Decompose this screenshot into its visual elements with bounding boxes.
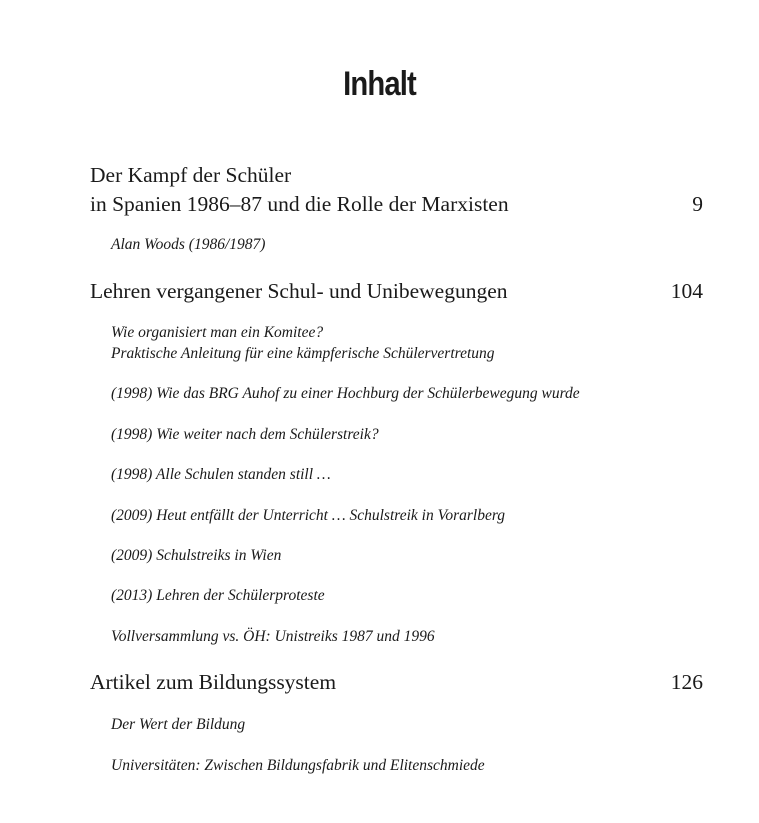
toc-subentry-line: Der Wert der Bildung xyxy=(111,716,246,733)
toc-subentry[interactable] xyxy=(111,322,495,364)
toc-subentry-line: (2009) Heut entfällt der Unterricht … Schulstreik in Vorarlberg xyxy=(111,507,506,524)
toc-section-heading[interactable] xyxy=(90,277,703,306)
toc-subentry-line: Wie organisiert man ein Komitee? xyxy=(111,324,324,341)
toc-section-title-line: Lehren vergangener Schul- und Unibewegungen xyxy=(90,279,508,303)
toc-subentry[interactable] xyxy=(111,626,435,647)
toc-subentry[interactable] xyxy=(111,383,580,404)
page-title: Inhalt xyxy=(343,64,416,103)
toc-subentry[interactable] xyxy=(111,505,505,526)
toc-subentry[interactable] xyxy=(111,585,325,606)
toc-section-title-line: in Spanien 1986–87 und die Rolle der Marxisten xyxy=(90,192,509,216)
toc-page-number: 9 xyxy=(692,192,703,216)
toc-subentry[interactable] xyxy=(111,464,331,485)
toc-subentry[interactable] xyxy=(111,714,245,735)
toc-section-heading[interactable] xyxy=(90,668,703,697)
toc-subentry-line: (1998) Alle Schulen standen still … xyxy=(111,466,331,483)
toc-subentry-line: (1998) Wie das BRG Auhof zu einer Hochburg der Schülerbewegung wurde xyxy=(111,385,580,402)
toc-subentry[interactable] xyxy=(111,545,281,566)
toc-subentry-line: (2013) Lehren der Schülerproteste xyxy=(111,587,325,604)
toc-page-number: 126 xyxy=(670,670,703,694)
toc-subentry[interactable] xyxy=(111,234,265,255)
toc-subentry-line: Praktische Anleitung für eine kämpferische Schülervertretung xyxy=(111,345,495,362)
toc-page-number: 104 xyxy=(670,279,703,303)
toc-subentry[interactable] xyxy=(111,755,485,776)
toc-section-title xyxy=(90,161,703,219)
toc-subentry-line: Alan Woods (1986/1987) xyxy=(111,236,266,253)
toc-subentry-line: Vollversammlung vs. ÖH: Unistreiks 1987 und 1996 xyxy=(111,628,435,645)
toc-section-heading[interactable] xyxy=(90,161,703,219)
toc-subentry-line: Universitäten: Zwischen Bildungsfabrik und Elitenschmiede xyxy=(111,757,485,774)
toc-subentry-line: (2009) Schulstreiks in Wien xyxy=(111,547,282,564)
toc-section-title-line: Der Kampf der Schüler xyxy=(90,163,292,187)
toc-section-title-line: Artikel zum Bildungssystem xyxy=(90,670,337,694)
toc-subentry[interactable] xyxy=(111,424,379,445)
toc-subentry-line: (1998) Wie weiter nach dem Schülerstreik? xyxy=(111,426,379,443)
toc-section-title xyxy=(90,277,703,306)
toc-section-title xyxy=(90,668,703,697)
